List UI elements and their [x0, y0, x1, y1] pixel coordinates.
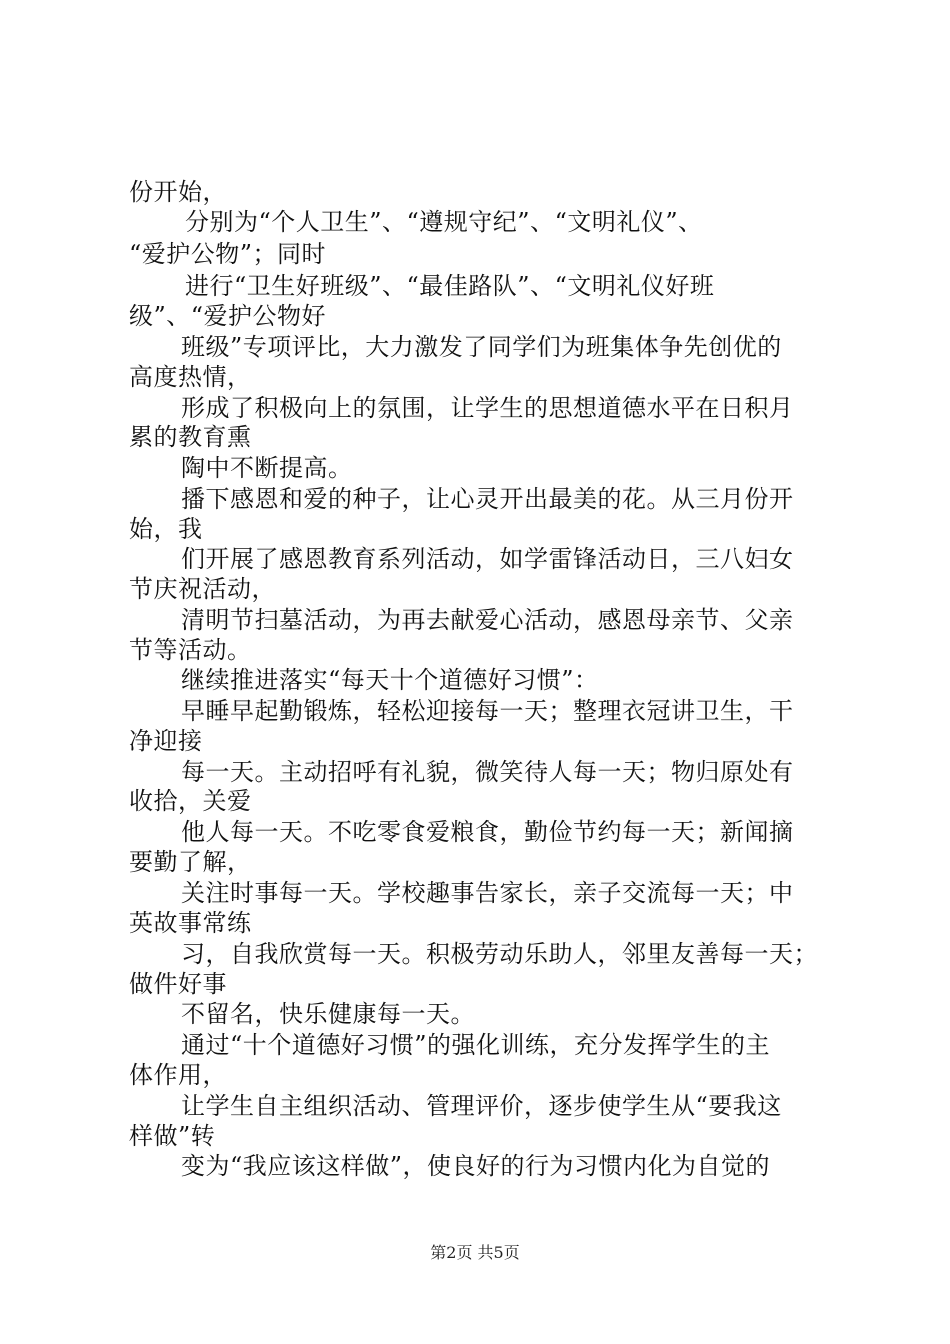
- text-line: 要勤了解，: [129, 848, 252, 876]
- text-line: 继续推进落实“每天十个道德好习惯”：: [181, 666, 599, 694]
- text-line: 习，自我欣赏每一天。积极劳动乐助人，邻里友善每一天；: [181, 940, 818, 968]
- text-line: 始，我: [129, 515, 203, 543]
- text-line: 体作用，: [129, 1061, 227, 1089]
- text-line: 们开展了感恩教育系列活动，如学雷锋活动日，三八妇女: [181, 545, 794, 573]
- text-line: 高度热情，: [129, 363, 252, 391]
- text-line: 变为“我应该这样做”，使良好的行为习惯内化为自觉的: [181, 1152, 771, 1180]
- text-line: 累的教育熏: [129, 423, 252, 451]
- text-line: 播下感恩和爱的种子，让心灵开出最美的花。从三月份开: [181, 485, 794, 513]
- text-line: 做件好事: [129, 970, 227, 998]
- text-line: 关注时事每一天。学校趣事告家长，亲子交流每一天；中: [181, 879, 794, 907]
- text-line: 分别为“个人卫生”、“遵规守纪”、“文明礼仪”、: [185, 208, 703, 236]
- text-line: 每一天。主动招呼有礼貌，微笑待人每一天；物归原处有: [181, 758, 794, 786]
- text-line: 样做”转: [129, 1122, 216, 1150]
- text-line: 级”、“爱护公物好: [129, 302, 327, 330]
- text-line: 形成了积极向上的氛围，让学生的思想道德水平在日积月: [181, 394, 794, 422]
- text-line: 他人每一天。不吃零食爱粮食，勤俭节约每一天；新闻摘: [181, 818, 794, 846]
- text-line: 让学生自主组织活动、管理评价，逐步使学生从“要我这: [181, 1092, 782, 1120]
- text-line: 英故事常练: [129, 909, 252, 937]
- text-line: 收拾，关爱: [129, 787, 252, 815]
- text-line: 不留名，快乐健康每一天。: [181, 1000, 475, 1028]
- text-line: “爱护公物”；同时: [129, 240, 327, 268]
- text-line: 进行“卫生好班级”、“最佳路队”、“文明礼仪好班: [185, 272, 715, 300]
- text-line: 清明节扫墓活动，为再去献爱心活动，感恩母亲节、父亲: [181, 606, 794, 634]
- text-line: 陶中不断提高。: [181, 454, 353, 482]
- page-footer: 第2页 共5页: [430, 1243, 520, 1262]
- text-line: 份开始，: [129, 178, 227, 206]
- text-line: 净迎接: [129, 727, 203, 755]
- text-line: 班级”专项评比，大力激发了同学们为班集体争先创优的: [181, 333, 782, 361]
- text-line: 节等活动。: [129, 636, 252, 664]
- text-line: 节庆祝活动，: [129, 575, 276, 603]
- text-line: 早睡早起勤锻炼，轻松迎接每一天；整理衣冠讲卫生，干: [181, 697, 794, 725]
- text-line: 通过“十个道德好习惯”的强化训练，充分发挥学生的主: [181, 1031, 771, 1059]
